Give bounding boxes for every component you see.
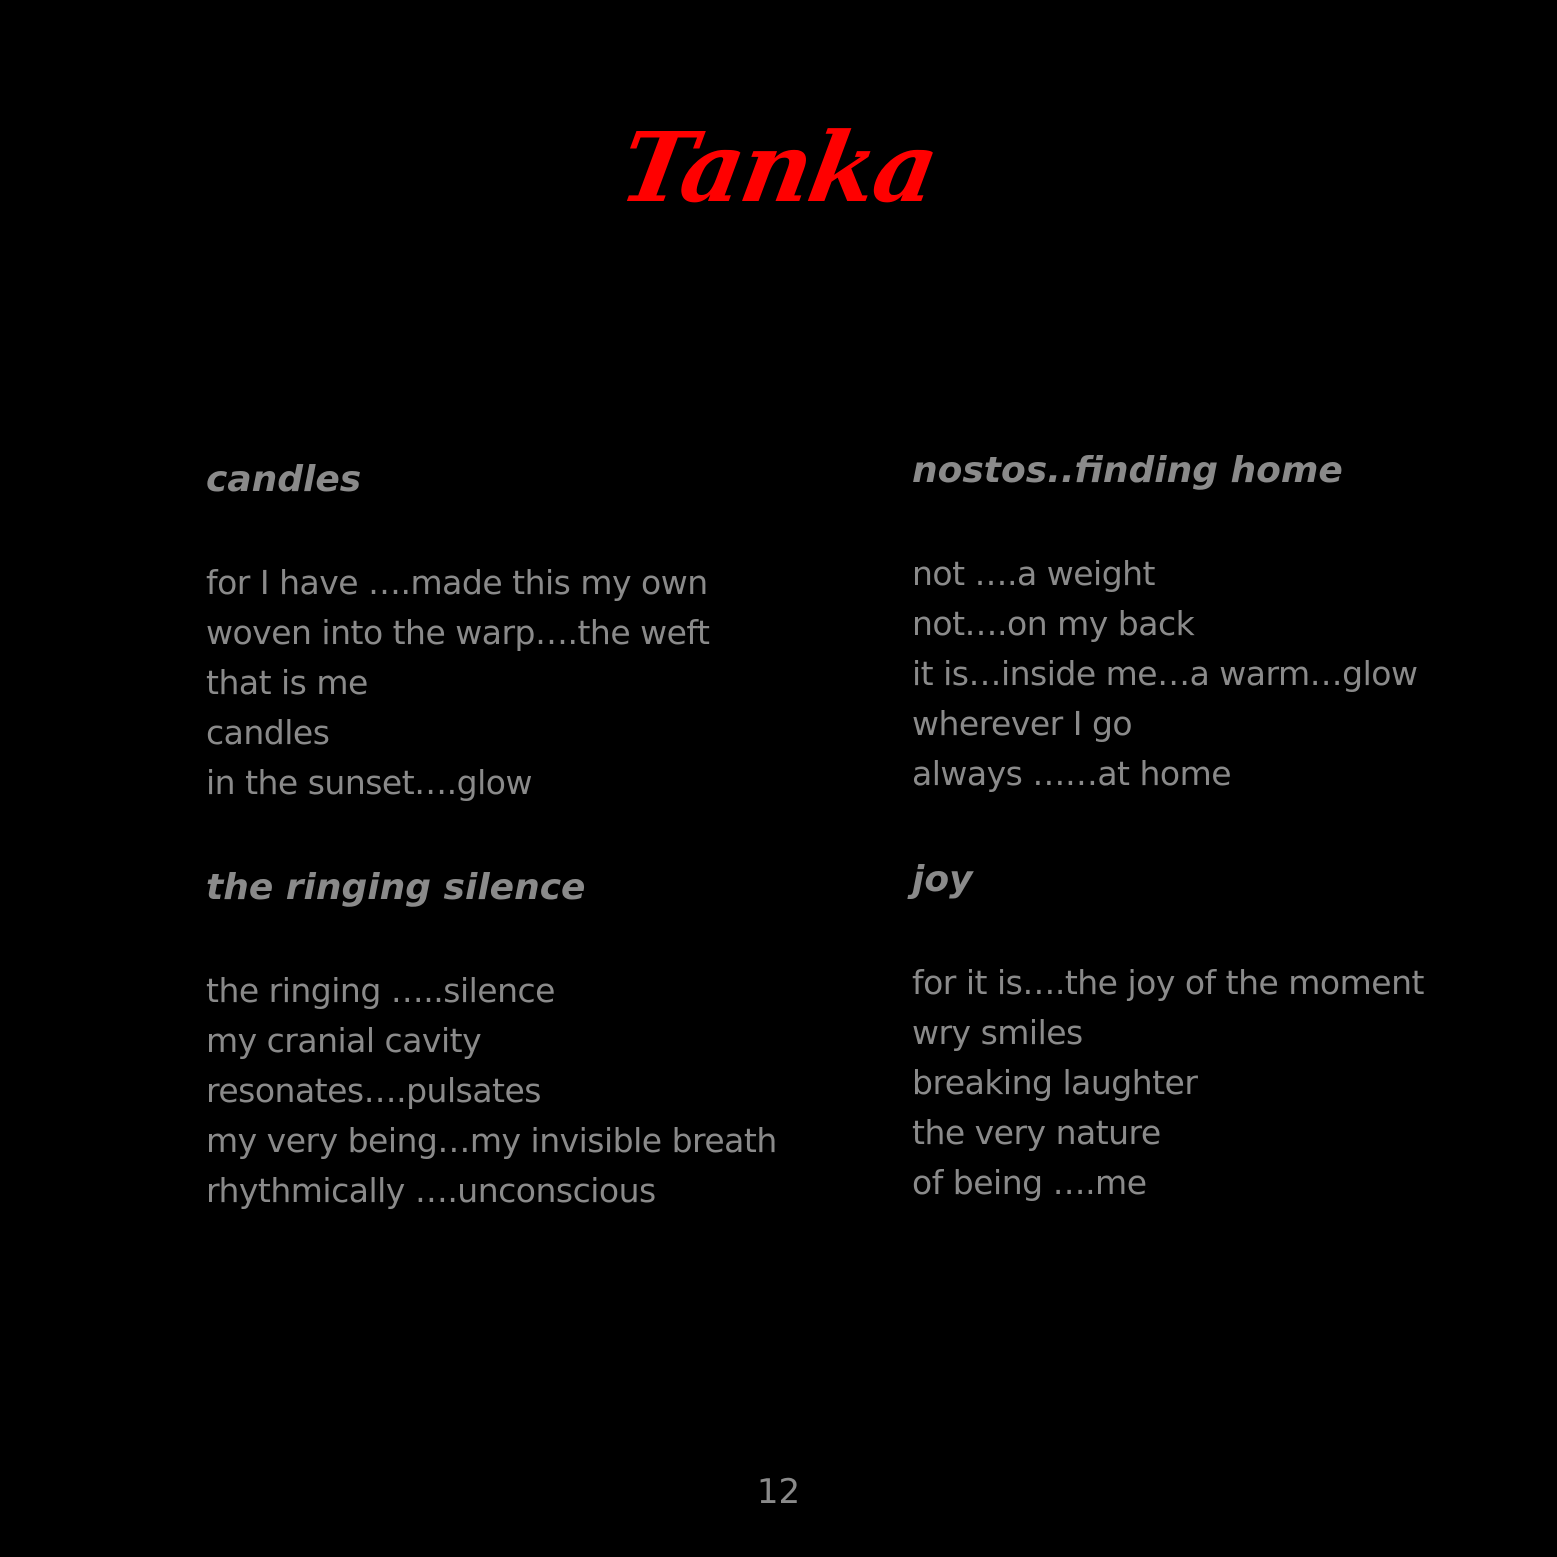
poem-lines [206, 558, 709, 808]
poem-candles [206, 458, 709, 808]
poem-line: for I have ….made this my own [206, 563, 708, 602]
poem-line: wherever I go [912, 704, 1133, 743]
page-number: 12 [756, 1472, 801, 1512]
poem-title: joy [912, 859, 973, 900]
poem-line: not ….a weight [912, 554, 1155, 593]
page-title: Tanka [612, 111, 946, 224]
poem-line: the ringing …..silence [206, 971, 555, 1010]
poem-line: for it is….the joy of the moment [912, 963, 1424, 1002]
poem-joy [912, 858, 1424, 1208]
poem-line: it is…inside me…a warm…glow [912, 654, 1418, 693]
poem-line: rhythmically ….unconscious [206, 1171, 656, 1210]
poem-line: that is me [206, 663, 368, 702]
poem-line: candles [206, 713, 330, 752]
poem-title: nostos..finding home [912, 450, 1343, 491]
poem-lines [912, 958, 1424, 1208]
poem-line: not….on my back [912, 604, 1195, 643]
poem-line: in the sunset….glow [206, 763, 532, 802]
poem-line: my very being…my invisible breath [206, 1121, 777, 1160]
poem-title: the ringing silence [206, 867, 586, 908]
poem-line: of being ….me [912, 1163, 1147, 1202]
poem-line: resonates….pulsates [206, 1071, 541, 1110]
poem-line: always ……at home [912, 754, 1232, 793]
poem-line: my cranial cavity [206, 1021, 482, 1060]
poem-nostos [912, 449, 1417, 799]
poem-line: breaking laughter [912, 1063, 1198, 1102]
poem-lines [912, 549, 1417, 799]
poem-title: candles [206, 459, 362, 500]
poem-line: wry smiles [912, 1013, 1083, 1052]
poem-line: the very nature [912, 1113, 1161, 1152]
poem-lines [206, 966, 777, 1216]
poem-ringing-silence [206, 866, 777, 1216]
poem-line: woven into the warp….the weft [206, 613, 710, 652]
